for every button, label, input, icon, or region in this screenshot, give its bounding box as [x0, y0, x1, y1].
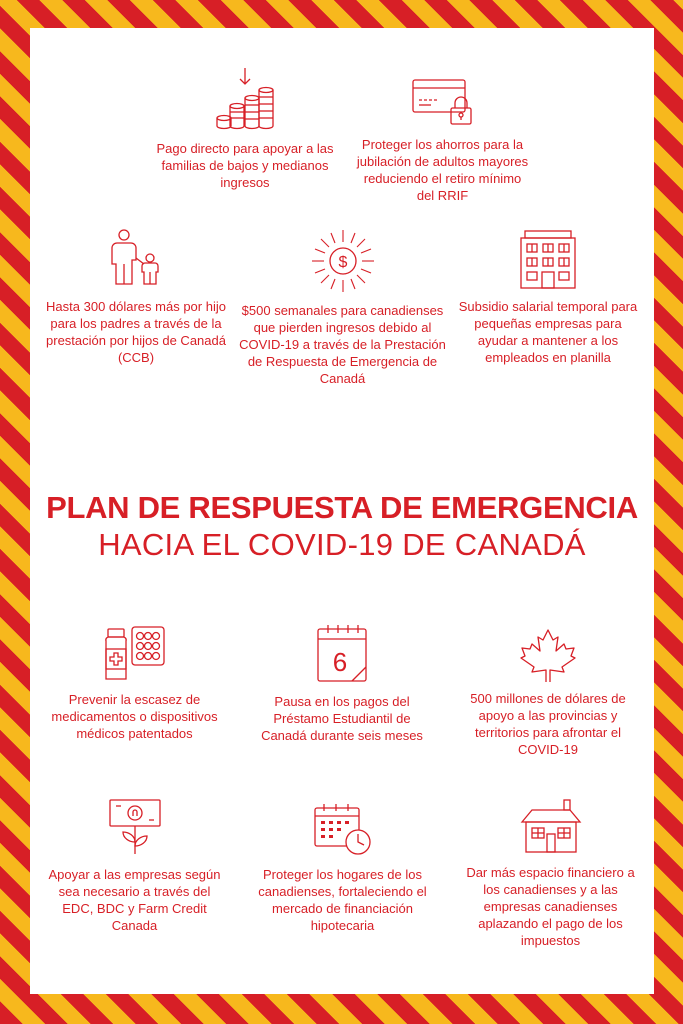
info-text: Pago directo para apoyar a las familias de bajos y medianos ingresos — [156, 141, 334, 190]
info-text: 500 millones de dólares de apoyo a las provincias y territorios para afrontar el COVID-19 — [470, 691, 626, 757]
info-item-rrif — [355, 76, 530, 204]
info-item-student-loan — [252, 623, 432, 744]
calendar-number: 6 — [332, 647, 348, 677]
info-text: Dar más espacio financiero a los canadienses y a las empresas canadienses aplazando el pago de los impuestos — [466, 865, 635, 948]
info-text: Prevenir la escasez de medicamentos o dispositivos médicos patentados — [51, 692, 218, 741]
content-panel — [30, 28, 654, 994]
info-item-tax-deferral — [458, 796, 643, 949]
dollar-sun-icon — [235, 228, 450, 294]
info-item-mortgage — [245, 802, 440, 934]
maple-leaf-icon — [458, 626, 638, 682]
info-item-business-support — [42, 796, 227, 934]
house-icon — [458, 796, 643, 856]
info-item-medicines — [42, 623, 227, 742]
info-item-weekly-benefit — [235, 228, 450, 387]
info-text: Subsidio salarial temporal para pequeñas empresas para ayudar a mantener a los empleados en planilla — [458, 299, 638, 365]
info-text: Proteger los hogares de los canadienses, fortaleciendo el mercado de financiación hipotecaria — [258, 867, 427, 933]
medicine-icon — [42, 623, 227, 683]
credit-card-lock-icon — [355, 76, 530, 128]
info-text: Proteger los ahorros para la jubilación de adultos mayores reduciendo el retiro mínimo del RRIF — [356, 137, 529, 203]
main-title — [30, 490, 654, 564]
svg-text:$: $ — [338, 254, 347, 271]
money-plant-icon — [42, 796, 227, 858]
info-item-direct-payment — [145, 66, 345, 191]
title-line-2: HACIA EL COVID-19 DE CANADÁ — [98, 527, 586, 562]
info-text: Apoyar a las empresas según sea necesario a través del EDC, BDC y Farm Credit Canada — [48, 867, 221, 933]
info-item-wage-subsidy — [458, 228, 638, 366]
info-item-provinces — [458, 626, 638, 758]
info-text: $500 semanales para canadienses que pierden ingresos debido al COVID-19 a través de la Prestación de Respuesta de Emergencia de Canadá — [239, 303, 446, 386]
calendar-six-icon — [252, 623, 432, 685]
info-text: Hasta 300 dólares más por hijo para los padres a través de la prestación por hijos de Canadá (CCB) — [46, 299, 226, 365]
coins-icon — [145, 66, 345, 132]
info-text: Pausa en los pagos del Préstamo Estudiantil de Canadá durante seis meses — [261, 694, 423, 743]
building-icon — [458, 228, 638, 290]
calendar-clock-icon — [245, 802, 440, 858]
parent-child-icon — [42, 228, 230, 290]
title-line-1: PLAN DE RESPUESTA DE EMERGENCIA — [46, 490, 638, 525]
info-item-ccb — [42, 228, 230, 366]
